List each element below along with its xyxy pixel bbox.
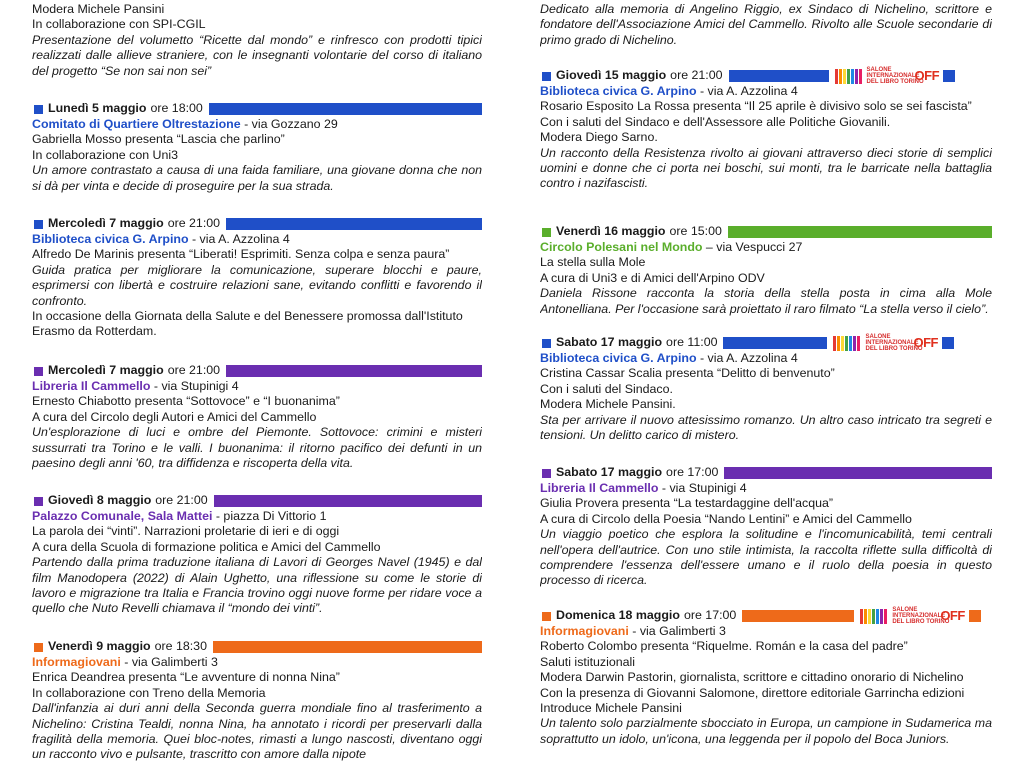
event-description: Partendo dalla prima traduzione italiana di Lavori di Georges Navel (1945) e dal film Manodopera (2022) di Alain Ughetto, una riflessione su come le storie di lavoro e migrazione tra Italia e Francia trovino oggi nuove forme per ridare voce a quello che Nuto Revelli chiamava il “mondo dei vinti”. <box>32 555 482 616</box>
event-line: In collaborazione con Treno della Memoria <box>32 685 266 700</box>
square-marker-icon <box>34 220 43 229</box>
square-end-icon <box>969 610 981 622</box>
event-time: ore 21:00 <box>167 216 221 231</box>
event-line: Saluti istituzionali <box>540 654 636 669</box>
event-venue-row <box>32 117 482 132</box>
event-venue-row <box>32 655 482 670</box>
event-line: A cura del Circolo degli Autori e Amici del Cammello <box>32 409 317 424</box>
event-address: - via Galimberti 3 <box>628 624 726 638</box>
event-line: In collaborazione con SPI-CGIL <box>32 17 206 32</box>
event-venue-row <box>32 232 482 247</box>
event-line: Roberto Colombo presenta “Riquelme. Román e la casa del padre” <box>540 639 908 654</box>
event-line: Con la presenza di Giovanni Salomone, direttore editoriale Garrincha edizioni <box>540 685 965 700</box>
event-address: – via Vespucci 27 <box>702 240 803 254</box>
event-header <box>540 608 992 624</box>
event-continued-right <box>540 2 992 48</box>
event-date: Mercoledì 7 maggio <box>48 216 164 231</box>
logo-off: OFF <box>940 608 965 624</box>
event-line: Modera Darwin Pastorin, giornalista, scrittore e cittadino onorario di Nichelino <box>540 670 964 685</box>
salone-libro-off-logo <box>835 68 956 84</box>
event-description: Sta per arrivare il nuovo attesissimo romanzo. Un altro caso intricato tra segreti e tensioni. Un delitto carico di mistero. <box>540 412 992 443</box>
event-date: Venerdì 16 maggio <box>556 224 666 239</box>
event-7-maggio-arpino <box>32 216 482 340</box>
event-venue: Palazzo Comunale <box>32 509 141 523</box>
event-8-maggio <box>32 493 482 617</box>
event-address: - via Stupinigi 4 <box>150 379 239 393</box>
color-bar <box>742 610 854 622</box>
event-description: Un'esplorazione di luci e ombre del Piemonte. Sottovoce: crimini e misteri sussurrati tra Torino e le valli. I buonanima: il ritorno pacifico dei defunti in un paesino degli anni '60, tra diffidenza e riscoperta della vita. <box>32 425 482 471</box>
event-date: Lunedì 5 maggio <box>48 101 147 116</box>
event-date: Domenica 18 maggio <box>556 608 680 623</box>
event-address: - via A. Azzolina 4 <box>696 84 798 98</box>
logo-text: SALONE INTERNAZIONALE DEL LIBRO TORINO <box>866 67 924 85</box>
logo-text: SALONE INTERNAZIONALE DEL LIBRO TORINO <box>865 334 923 352</box>
event-date: Sabato 17 maggio <box>556 465 663 480</box>
event-line: Con i saluti del Sindaco. <box>540 381 673 396</box>
event-7-maggio-cammello <box>32 363 482 471</box>
event-16-maggio <box>540 224 992 317</box>
event-venue: Biblioteca civica G. Arpino <box>540 351 697 365</box>
event-venue-row <box>540 481 992 496</box>
event-venue-row <box>540 84 992 99</box>
event-line: Modera Diego Sarno. <box>540 130 658 145</box>
event-line: Introduce Michele Pansini <box>540 701 682 716</box>
event-venue-sep: , <box>140 509 148 523</box>
event-address: - piazza Di Vittorio 1 <box>212 509 327 523</box>
event-date: Venerdì 9 maggio <box>48 639 151 654</box>
event-line: Modera Michele Pansini <box>32 2 165 16</box>
event-time: ore 21:00 <box>167 363 221 378</box>
event-line: La stella sulla Mole <box>540 255 646 270</box>
event-date: Giovedì 8 maggio <box>48 493 152 508</box>
event-venue-row <box>32 379 482 394</box>
event-venue: Biblioteca civica G. Arpino <box>540 84 697 98</box>
event-header <box>32 216 482 232</box>
color-bar <box>213 641 482 653</box>
color-bar <box>729 70 829 82</box>
event-header <box>32 363 482 379</box>
square-marker-icon <box>34 367 43 376</box>
event-line: Modera Michele Pansini. <box>540 397 676 412</box>
event-venue-room: Sala Mattei <box>147 509 213 523</box>
event-time: ore 17:00 <box>666 465 719 480</box>
square-marker-icon <box>542 612 551 621</box>
event-header <box>540 335 992 351</box>
event-time: ore 21:00 <box>670 68 723 83</box>
event-venue: Libreria Il Cammello <box>540 481 659 495</box>
event-header <box>32 639 482 655</box>
event-line: Cristina Cassar Scalia presenta “Delitto di benvenuto” <box>540 366 835 381</box>
logo-stripes-icon <box>860 609 888 624</box>
event-address: - via Galimberti 3 <box>120 655 218 669</box>
logo-text: SALONE INTERNAZIONALE DEL LIBRO TORINO <box>892 607 950 625</box>
square-marker-icon <box>542 469 551 478</box>
event-header <box>540 465 992 481</box>
square-marker-icon <box>542 72 551 81</box>
event-line: Giulia Provera presenta “La testardaggine dell'acqua” <box>540 496 834 511</box>
event-continued-left <box>32 2 482 79</box>
event-venue-row <box>540 240 992 255</box>
event-line: La parola dei “vinti”. Narrazioni proletarie di ieri e di oggi <box>32 524 340 539</box>
event-line: Enrica Deandrea presenta “Le avventure di nonna Nina” <box>32 670 340 685</box>
logo-off: OFF <box>914 68 940 84</box>
event-venue-row <box>540 624 992 639</box>
salone-libro-off-logo <box>833 335 954 351</box>
event-15-maggio <box>540 68 992 192</box>
logo-off: OFF <box>913 335 938 351</box>
event-header <box>540 224 992 240</box>
color-bar <box>209 103 482 115</box>
color-bar <box>214 495 482 507</box>
event-date: Giovedì 15 maggio <box>556 68 667 83</box>
event-line: A cura di Circolo della Poesia “Nando Lentini” e Amici del Cammello <box>540 511 912 526</box>
event-line: Gabriella Mosso presenta “Lascia che parlino” <box>32 132 285 147</box>
event-address: - via A. Azzolina 4 <box>696 351 798 365</box>
logo-stripes-icon <box>833 336 861 351</box>
event-header <box>540 68 992 84</box>
event-address: - via A. Azzolina 4 <box>188 232 290 246</box>
event-date: Sabato 17 maggio <box>556 335 663 350</box>
event-18-maggio <box>540 608 992 747</box>
event-line: In collaborazione con Uni3 <box>32 147 179 162</box>
event-header <box>32 101 482 117</box>
color-bar <box>723 337 827 349</box>
event-description: Un talento solo parzialmente sbocciato in Europa, un campione in Sudamerica ma soprattutto un idolo, un'icona, una leggenda per il popolo del Boca Juniors. <box>540 716 992 746</box>
event-line: Ernesto Chiabotto presenta “Sottovoce” e “I buonanima” <box>32 394 340 409</box>
salone-libro-off-logo <box>860 608 981 624</box>
event-17-maggio-cammello <box>540 465 992 589</box>
event-description: Dall'infanzia ai duri anni della Seconda guerra mondiale fino al trasferimento a Nichelino: Cristina Tealdi, nonna Nina, ha annotato i ricordi per preservarli dalla fragilità della memoria. Quei bloc-notes, rimasti a lungo nascosti, diventano oggi un racconto vivo e pulsante, trascritto con amore dalla nipote <box>32 701 482 762</box>
event-description: Presentazione del volumetto “Ricette dal mondo” e rinfresco con prodotti tipici realizzati dalle allieve straniere, con le insegnanti volontarie del corso di italiano del progetto “Se non sai non sei” <box>32 32 482 78</box>
event-time: ore 15:00 <box>669 224 722 239</box>
event-description: Un racconto della Resistenza rivolto ai giovani attraverso dieci storie di semplici uomini e donne che ci porta nei boschi, sui monti, tra le barricate nella battaglia contro i nazifascisti. <box>540 145 992 191</box>
color-bar <box>226 218 482 230</box>
event-venue-row <box>32 509 482 524</box>
event-address: - via Gozzano 29 <box>240 117 338 131</box>
event-address: - via Stupinigi 4 <box>658 481 747 495</box>
logo-stripes-icon <box>835 69 863 84</box>
event-date: Mercoledì 7 maggio <box>48 363 164 378</box>
event-line: Con i saluti del Sindaco e dell'Assessore alle Politiche Giovanili. <box>540 114 891 129</box>
event-17-maggio-arpino <box>540 335 992 443</box>
event-line: Alfredo De Marinis presenta “Liberati! Esprimiti. Senza colpa e senza paura” <box>32 247 450 262</box>
event-description: Un amore contrastato a causa di una faida familiare, una giovane donna che non si dà per vinta e decide di proseguire per la sua strada. <box>32 163 482 193</box>
color-bar <box>724 467 992 479</box>
square-marker-icon <box>34 105 43 114</box>
event-time: ore 17:00 <box>683 608 737 623</box>
event-header <box>32 493 482 509</box>
event-line: A cura della Scuola di formazione politica e Amici del Cammello <box>32 539 381 554</box>
square-marker-icon <box>34 643 43 652</box>
event-note: In occasione della Giornata della Salute e del Benessere promossa dall'Istituto Erasmo da Rotterdam. <box>32 309 463 339</box>
square-end-icon <box>943 70 955 82</box>
event-description: Daniela Rissone racconta la storia della stella posta in cima alla Mole Antonelliana. Per l'occasione sarà proiettato il raro filmato “La stella verso il cielo”. <box>540 286 992 316</box>
event-venue: Biblioteca civica G. Arpino <box>32 232 189 246</box>
event-description: Un viaggio poetico che esplora la solitudine e l'incomunicabilità, temi centrali nell'opera dell'autrice. Con uno stile intimista, la raccolta riflette sulla difficoltà di comprendere l'essenza dell'essere umano e il ruolo della poesia in questo processo di ricerca. <box>540 527 992 588</box>
event-description: Dedicato alla memoria di Angelino Riggio, ex Sindaco di Nichelino, scrittore e fondatore dell'Associazione Amici del Cammello. Rivolto alle Scuole secondarie di primo grado di Nichelino. <box>540 2 992 47</box>
event-venue: Libreria Il Cammello <box>32 379 151 393</box>
event-venue: Comitato di Quartiere Oltrestazione <box>32 117 241 131</box>
event-description: Guida pratica per migliorare la comunicazione, superare blocchi e paure, esprimersi con libertà e costruire relazioni sane, evitando conflitti e favorendo il confronto. <box>32 262 482 308</box>
event-time: ore 21:00 <box>155 493 208 508</box>
event-9-maggio <box>32 639 482 763</box>
event-time: ore 18:30 <box>154 639 207 654</box>
event-line: Rosario Esposito La Rossa presenta “Il 25 aprile è divisivo solo se sei fascista” <box>540 99 972 114</box>
color-bar <box>226 365 482 377</box>
event-venue: Informagiovani <box>32 655 121 669</box>
event-time: ore 11:00 <box>666 335 718 350</box>
square-marker-icon <box>542 339 551 348</box>
event-time: ore 18:00 <box>150 101 203 116</box>
square-end-icon <box>942 337 954 349</box>
color-bar <box>728 226 992 238</box>
event-venue: Informagiovani <box>540 624 629 638</box>
event-venue-row <box>540 351 992 366</box>
square-marker-icon <box>542 228 551 237</box>
event-line: A cura di Uni3 e di Amici dell'Arpino ODV <box>540 270 765 285</box>
event-5-maggio <box>32 101 482 194</box>
event-venue: Circolo Polesani nel Mondo <box>540 240 703 254</box>
square-marker-icon <box>34 497 43 506</box>
